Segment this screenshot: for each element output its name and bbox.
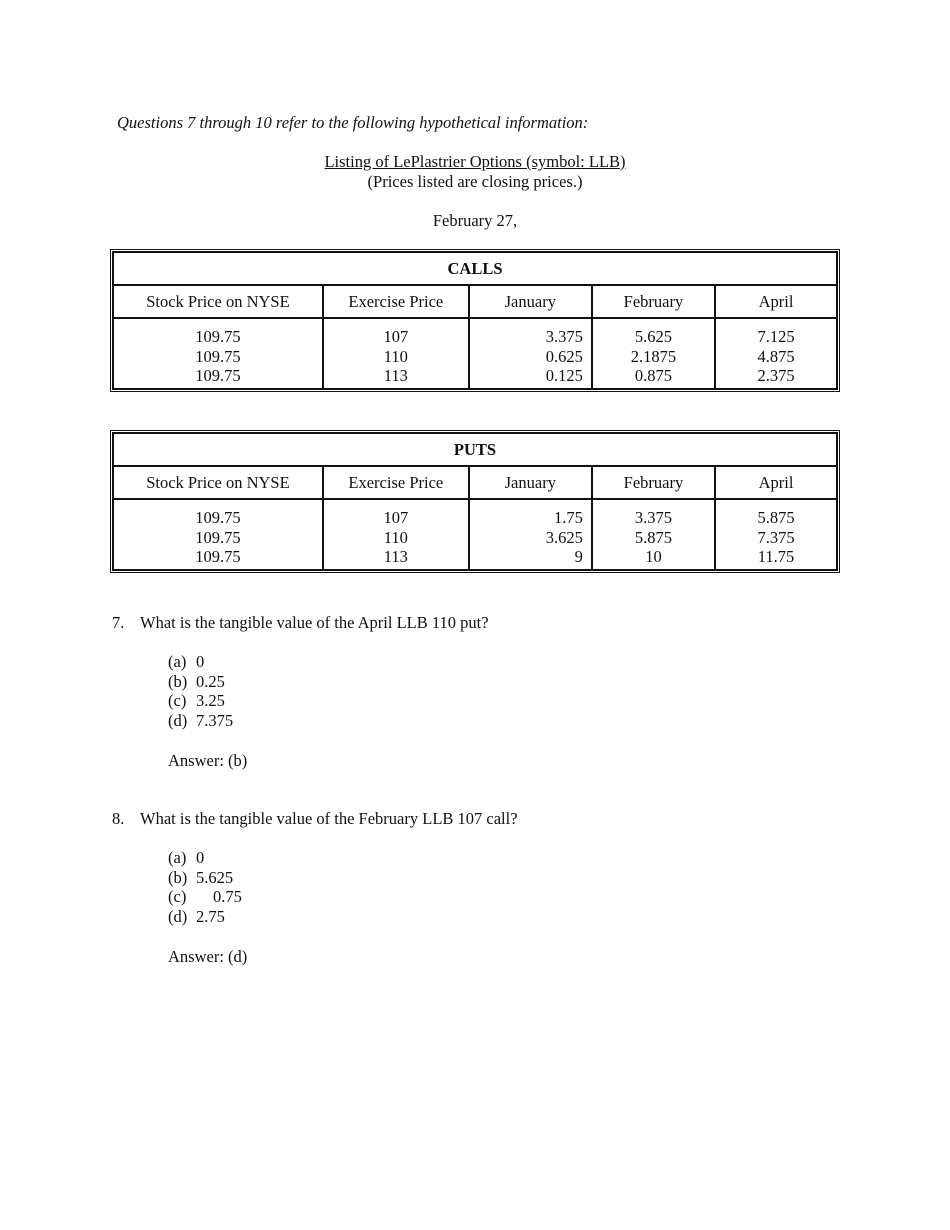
question-text: What is the tangible value of the April LLB 110 put? [140,613,489,632]
question-8-choices [168,848,242,927]
table-cell: 109.75 [195,366,241,386]
choice-item [168,887,242,907]
table-cell: 7.375 [757,527,795,547]
listing-title-text: Listing of LePlastrier Options (symbol: LLB) [324,152,626,171]
puts-header-february: February [592,466,715,499]
intro-text: Questions 7 through 10 refer to the following hypothetical information: [117,113,589,132]
calls-header-january: January [469,285,592,318]
question-8-answer: Answer: (d) [168,947,248,966]
puts-header-april: April [715,466,837,499]
choice-label: (a) [168,848,187,867]
question-7 [112,613,489,633]
table-cell: 110 [383,346,408,366]
choice-value: 3.25 [196,691,225,711]
table-cell: 1.75 [553,508,583,527]
choice-value: 0 [196,652,205,671]
choice-value: 0.75 [213,887,242,907]
table-cell: 2.375 [757,366,795,386]
puts-february-column [592,499,715,570]
choice-value: 7.375 [196,711,234,731]
choice-item [168,868,242,888]
calls-header-stock-price: Stock Price on NYSE [113,285,323,318]
table-cell: 107 [383,327,409,346]
choice-label: (d) [168,711,188,731]
table-cell: 0.875 [634,366,672,386]
table-cell: 109.75 [195,508,241,527]
table-cell: 109.75 [195,346,241,366]
choice-value: 2.75 [196,907,225,927]
calls-april-column [715,318,837,389]
table-cell: 3.375 [545,327,583,346]
listing-date: February 27, [432,211,518,230]
question-7-answer: Answer: (b) [168,751,248,770]
choice-label: (c) [168,887,187,907]
calls-data-row [113,318,837,389]
table-cell: 109.75 [195,547,241,567]
choice-item [168,711,233,731]
choice-label: (d) [168,907,188,927]
calls-header-february: February [592,285,715,318]
table-cell: 7.125 [757,327,795,346]
calls-header-exercise-price: Exercise Price [323,285,469,318]
puts-table [110,430,840,573]
table-cell: 5.875 [634,527,672,547]
calls-header-april: April [715,285,837,318]
question-number: 7. [112,613,125,632]
calls-header-row [113,285,837,318]
choice-label: (c) [168,691,187,711]
table-cell: 110 [383,527,408,547]
choice-label: (a) [168,652,187,671]
puts-january-column [469,499,592,570]
choice-item [168,691,233,711]
table-cell: 113 [383,547,408,567]
puts-april-column [715,499,837,570]
question-8 [112,809,518,829]
choice-label: (b) [168,671,188,691]
table-cell: 2.1875 [630,346,677,366]
table-cell: 3.375 [634,508,672,527]
choice-label: (b) [168,867,188,887]
puts-header-stock-price: Stock Price on NYSE [113,466,323,499]
table-cell: 4.875 [757,346,795,366]
puts-title: PUTS [113,433,837,466]
table-cell: 107 [383,508,409,527]
table-cell: 109.75 [195,527,241,547]
choice-value: 0.25 [196,671,225,691]
question-number: 8. [112,809,125,828]
listing-title [0,152,950,172]
table-cell: 11.75 [757,547,795,567]
table-cell: 109.75 [195,327,241,346]
table-cell: 113 [383,366,408,386]
choice-item [168,652,233,672]
table-cell: 9 [574,547,583,567]
puts-stock-price-column [113,499,323,570]
table-cell: 0.625 [545,346,583,366]
calls-table [110,249,840,392]
question-text: What is the tangible value of the February LLB 107 call? [140,809,518,828]
choice-item [168,848,242,868]
table-cell: 3.625 [545,527,583,547]
choice-value: 0 [196,848,205,867]
puts-exercise-price-column [323,499,469,570]
calls-february-column [592,318,715,389]
puts-header-row [113,466,837,499]
puts-data-row [113,499,837,570]
listing-note: (Prices listed are closing prices.) [367,172,583,191]
choice-value: 5.625 [196,867,234,887]
puts-header-january: January [469,466,592,499]
choice-item [168,672,233,692]
choice-item [168,907,242,927]
table-cell: 10 [645,547,662,567]
question-7-choices [168,652,233,731]
calls-exercise-price-column [323,318,469,389]
calls-january-column [469,318,592,389]
calls-title: CALLS [113,252,837,285]
calls-stock-price-column [113,318,323,389]
table-cell: 5.625 [634,327,672,346]
puts-header-exercise-price: Exercise Price [323,466,469,499]
table-cell: 0.125 [545,366,583,386]
table-cell: 5.875 [757,508,795,527]
